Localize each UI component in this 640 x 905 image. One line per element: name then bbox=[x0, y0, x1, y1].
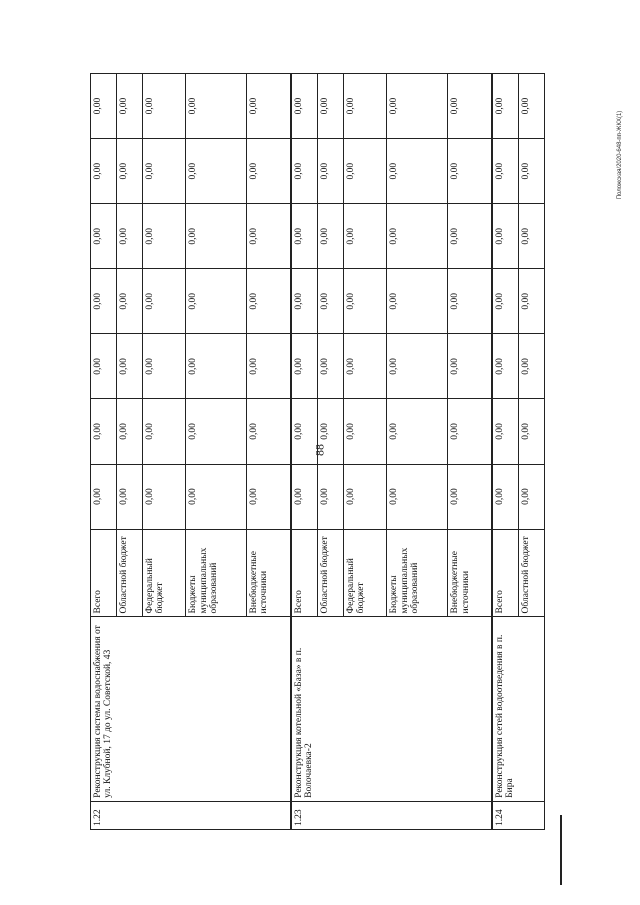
object-name: Реконструкция котельной «База» в п. Волочаевка-2 bbox=[291, 617, 492, 801]
amount-cell: 0,00 bbox=[317, 399, 343, 464]
amount-cell: 0,00 bbox=[519, 74, 545, 139]
amount-cell: 0,00 bbox=[142, 464, 185, 529]
rotated-table-container bbox=[90, 73, 545, 830]
object-name: Реконструкция системы водоснабжения от ул. Клубной, 17 до ул. Советской, 43 bbox=[91, 617, 291, 801]
amount-cell: 0,00 bbox=[519, 204, 545, 269]
amount-cell: 0,00 bbox=[291, 74, 318, 139]
amount-cell: 0,00 bbox=[186, 334, 247, 399]
amount-cell: 0,00 bbox=[343, 139, 386, 204]
table-body bbox=[91, 74, 545, 830]
amount-cell: 0,00 bbox=[247, 334, 291, 399]
amount-cell: 0,00 bbox=[116, 204, 142, 269]
amount-cell: 0,00 bbox=[343, 399, 386, 464]
funding-source: Областной бюджет bbox=[519, 529, 545, 617]
amount-cell: 0,00 bbox=[492, 334, 519, 399]
amount-cell: 0,00 bbox=[247, 269, 291, 334]
amount-cell: 0,00 bbox=[448, 269, 492, 334]
amount-cell: 0,00 bbox=[519, 139, 545, 204]
amount-cell: 0,00 bbox=[116, 464, 142, 529]
amount-cell: 0,00 bbox=[448, 74, 492, 139]
amount-cell: 0,00 bbox=[142, 204, 185, 269]
amount-cell: 0,00 bbox=[247, 74, 291, 139]
amount-cell: 0,00 bbox=[317, 334, 343, 399]
amount-cell: 0,00 bbox=[291, 204, 318, 269]
amount-cell: 0,00 bbox=[448, 464, 492, 529]
amount-cell: 0,00 bbox=[387, 399, 448, 464]
amount-cell: 0,00 bbox=[91, 464, 117, 529]
funding-source: Внебюджетные источники bbox=[448, 529, 492, 617]
amount-cell: 0,00 bbox=[291, 399, 318, 464]
amount-cell: 0,00 bbox=[448, 334, 492, 399]
amount-cell: 0,00 bbox=[247, 204, 291, 269]
amount-cell: 0,00 bbox=[492, 464, 519, 529]
funding-source: Федеральный бюджет bbox=[142, 529, 185, 617]
amount-cell: 0,00 bbox=[247, 399, 291, 464]
amount-cell: 0,00 bbox=[317, 464, 343, 529]
amount-cell: 0,00 bbox=[343, 204, 386, 269]
amount-cell: 0,00 bbox=[387, 139, 448, 204]
funding-source: Областной бюджет bbox=[116, 529, 142, 617]
amount-cell: 0,00 bbox=[492, 399, 519, 464]
margin-line bbox=[560, 815, 562, 885]
amount-cell: 0,00 bbox=[116, 269, 142, 334]
amount-cell: 0,00 bbox=[91, 334, 117, 399]
funding-source: Всего bbox=[291, 529, 318, 617]
amount-cell: 0,00 bbox=[291, 464, 318, 529]
funding-source: Всего bbox=[492, 529, 519, 617]
amount-cell: 0,00 bbox=[317, 269, 343, 334]
budget-table bbox=[90, 73, 545, 830]
amount-cell: 0,00 bbox=[519, 464, 545, 529]
amount-cell: 0,00 bbox=[247, 139, 291, 204]
amount-cell: 0,00 bbox=[116, 334, 142, 399]
amount-cell: 0,00 bbox=[519, 399, 545, 464]
table-row bbox=[291, 74, 318, 830]
amount-cell: 0,00 bbox=[492, 204, 519, 269]
amount-cell: 0,00 bbox=[91, 399, 117, 464]
amount-cell: 0,00 bbox=[186, 464, 247, 529]
table-row bbox=[91, 74, 117, 830]
amount-cell: 0,00 bbox=[291, 139, 318, 204]
funding-source: Областной бюджет bbox=[317, 529, 343, 617]
amount-cell: 0,00 bbox=[492, 74, 519, 139]
amount-cell: 0,00 bbox=[387, 74, 448, 139]
row-number: 1.23 bbox=[291, 801, 492, 829]
amount-cell: 0,00 bbox=[317, 139, 343, 204]
amount-cell: 0,00 bbox=[142, 74, 185, 139]
amount-cell: 0,00 bbox=[291, 269, 318, 334]
amount-cell: 0,00 bbox=[116, 139, 142, 204]
amount-cell: 0,00 bbox=[186, 269, 247, 334]
amount-cell: 0,00 bbox=[492, 139, 519, 204]
amount-cell: 0,00 bbox=[142, 334, 185, 399]
table-row bbox=[492, 74, 519, 830]
amount-cell: 0,00 bbox=[186, 139, 247, 204]
amount-cell: 0,00 bbox=[116, 399, 142, 464]
amount-cell: 0,00 bbox=[247, 464, 291, 529]
amount-cell: 0,00 bbox=[387, 204, 448, 269]
amount-cell: 0,00 bbox=[186, 204, 247, 269]
amount-cell: 0,00 bbox=[142, 399, 185, 464]
row-number: 1.22 bbox=[91, 801, 291, 829]
amount-cell: 0,00 bbox=[116, 74, 142, 139]
amount-cell: 0,00 bbox=[387, 269, 448, 334]
amount-cell: 0,00 bbox=[387, 464, 448, 529]
table-wrapper bbox=[90, 73, 545, 830]
funding-source: Внебюджетные источники bbox=[247, 529, 291, 617]
object-name: Реконструкция сетей водоотведения в п. Бира bbox=[492, 617, 545, 801]
amount-cell: 0,00 bbox=[317, 74, 343, 139]
row-number: 1.24 bbox=[492, 801, 545, 829]
amount-cell: 0,00 bbox=[448, 399, 492, 464]
amount-cell: 0,00 bbox=[91, 139, 117, 204]
funding-source: Бюджеты муниципальных образований bbox=[186, 529, 247, 617]
page-number: 88 bbox=[312, 444, 327, 456]
amount-cell: 0,00 bbox=[317, 204, 343, 269]
amount-cell: 0,00 bbox=[142, 269, 185, 334]
amount-cell: 0,00 bbox=[387, 334, 448, 399]
amount-cell: 0,00 bbox=[91, 204, 117, 269]
document-code: Положская/2020-648-пп-ЖКХ(1) bbox=[617, 110, 623, 200]
amount-cell: 0,00 bbox=[186, 74, 247, 139]
amount-cell: 0,00 bbox=[291, 334, 318, 399]
amount-cell: 0,00 bbox=[91, 269, 117, 334]
funding-source: Федеральный бюджет bbox=[343, 529, 386, 617]
amount-cell: 0,00 bbox=[448, 139, 492, 204]
amount-cell: 0,00 bbox=[91, 74, 117, 139]
amount-cell: 0,00 bbox=[519, 334, 545, 399]
amount-cell: 0,00 bbox=[186, 399, 247, 464]
amount-cell: 0,00 bbox=[448, 204, 492, 269]
amount-cell: 0,00 bbox=[343, 269, 386, 334]
amount-cell: 0,00 bbox=[519, 269, 545, 334]
funding-source: Бюджеты муниципальных образований bbox=[387, 529, 448, 617]
funding-source: Всего bbox=[91, 529, 117, 617]
amount-cell: 0,00 bbox=[492, 269, 519, 334]
amount-cell: 0,00 bbox=[343, 334, 386, 399]
amount-cell: 0,00 bbox=[142, 139, 185, 204]
amount-cell: 0,00 bbox=[343, 464, 386, 529]
amount-cell: 0,00 bbox=[343, 74, 386, 139]
